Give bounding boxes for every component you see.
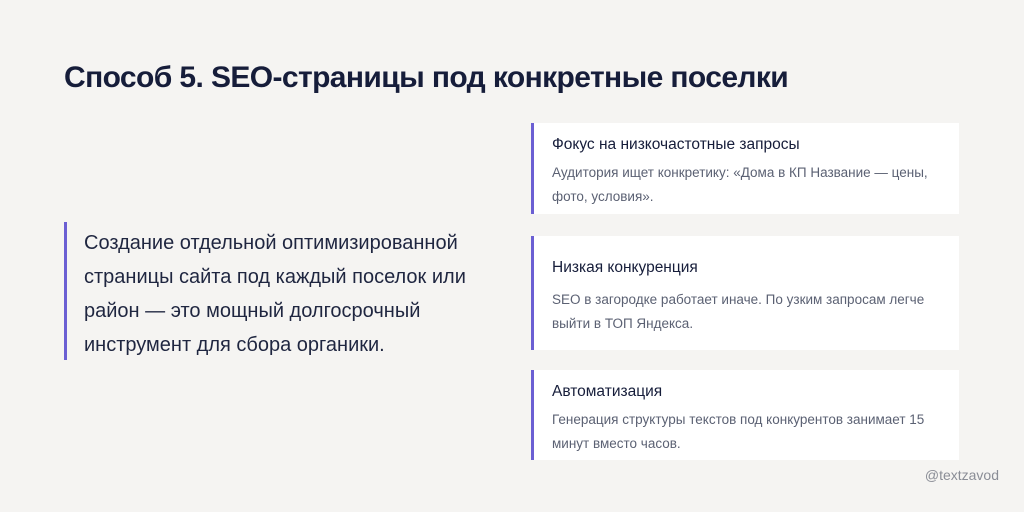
lead-block xyxy=(64,222,484,360)
card-text: Генерация структуры текстов под конкурентов занимает 15 минут вместо часов. xyxy=(552,412,925,451)
card-title: Фокус на низкочастотные запросы xyxy=(552,136,800,153)
page-title: Способ 5. SEO-страницы под конкретные поселки xyxy=(64,61,789,94)
card-text: Аудитория ищет конкретику: «Дома в КП Название — цены, фото, условия». xyxy=(552,165,928,204)
card-low-frequency xyxy=(531,123,959,214)
card-automation xyxy=(531,370,959,460)
card-text: SEO в загородке работает иначе. По узким запросам легче выйти в ТОП Яндекса. xyxy=(552,292,925,331)
author-handle: @textzavod xyxy=(924,467,999,483)
card-low-competition xyxy=(531,236,959,350)
card-title: Низкая конкуренция xyxy=(552,259,698,276)
card-title: Автоматизация xyxy=(552,383,663,400)
lead-text: Создание отдельной оптимизированной страницы сайта под каждый поселок или район — это мощный долгосрочный инструмент для сбора органики. xyxy=(84,232,466,356)
